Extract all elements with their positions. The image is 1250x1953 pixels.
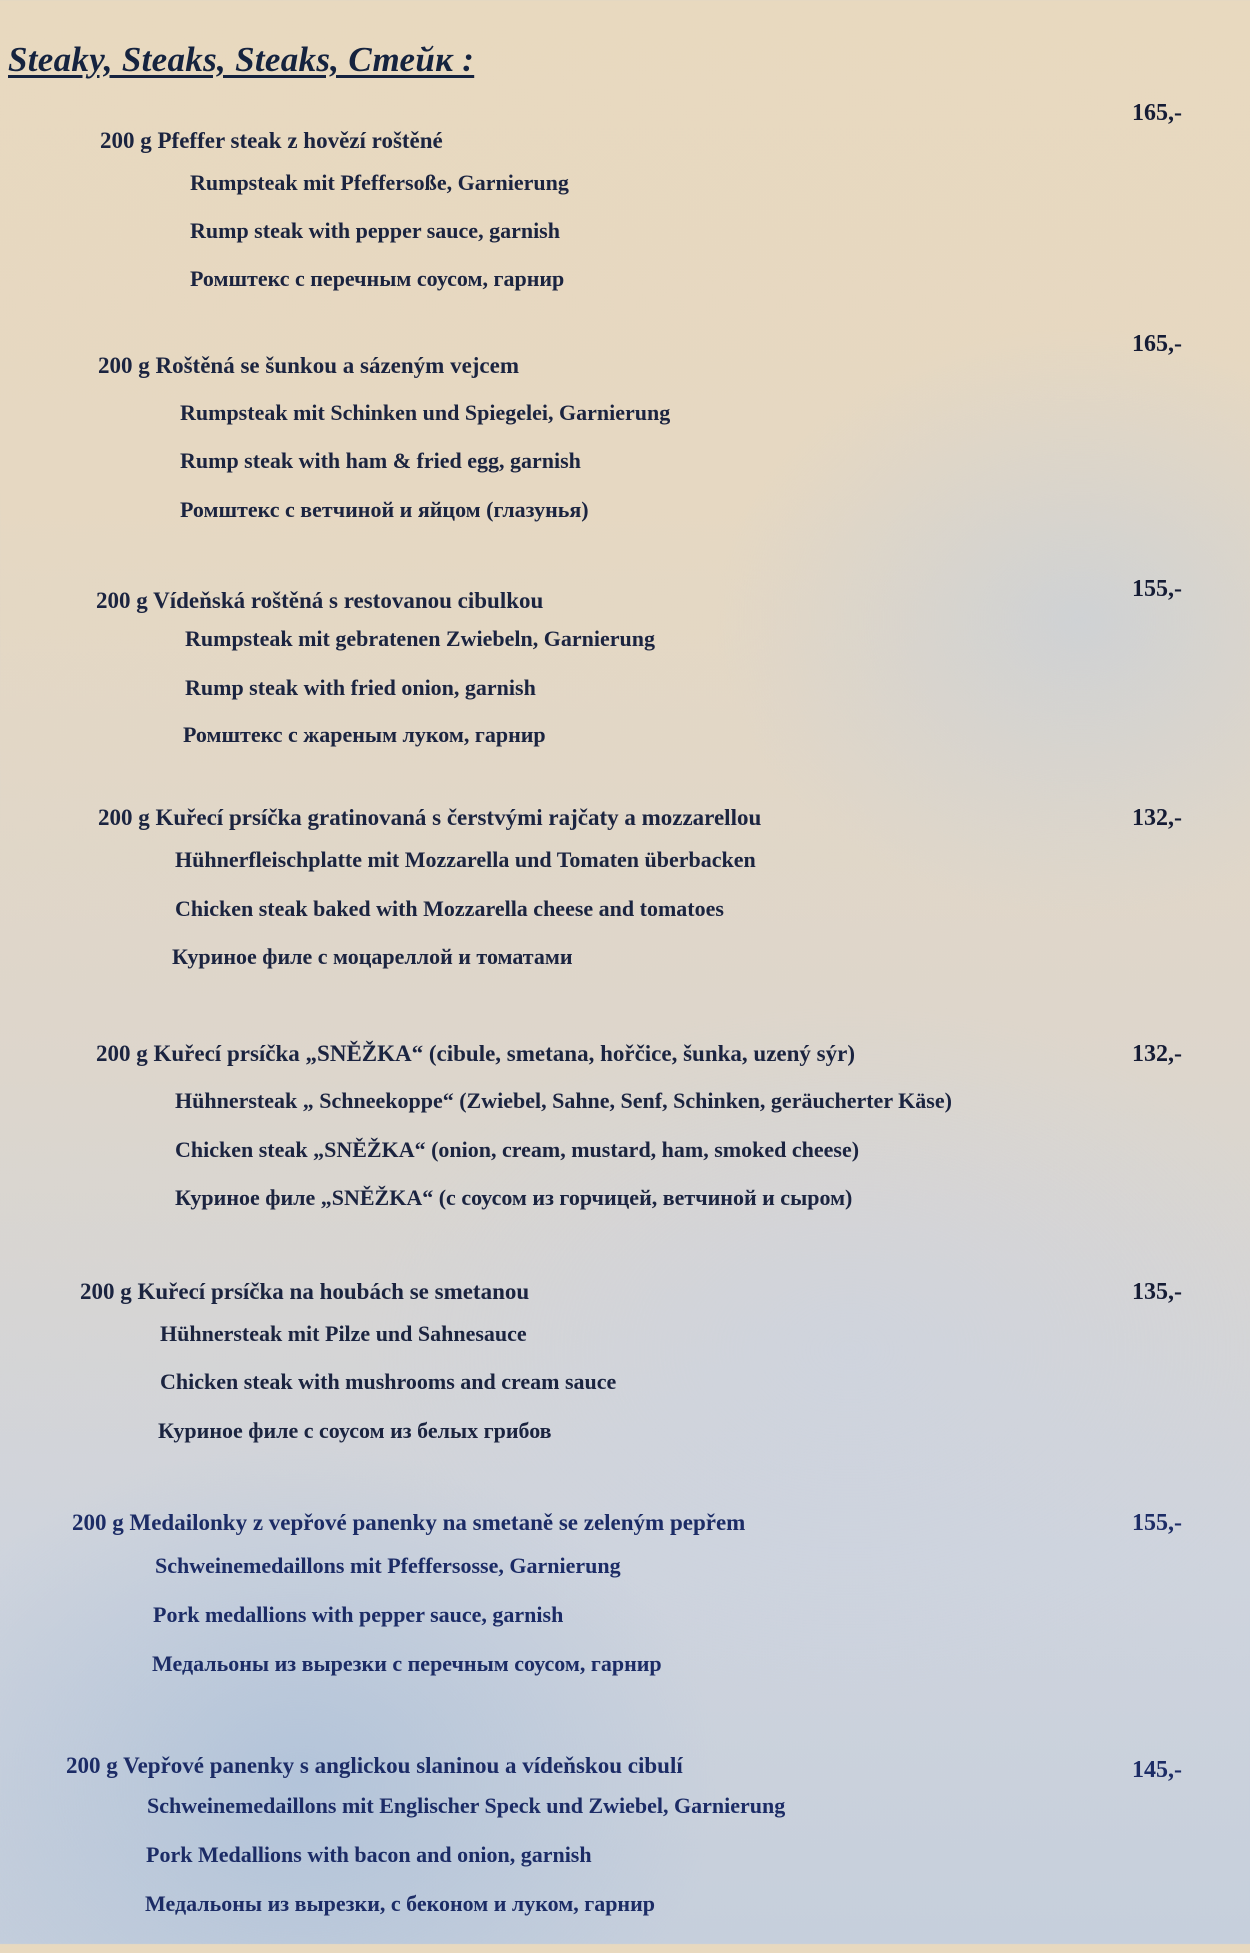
item-name-de: Rumpsteak mit gebratenen Zwiebeln, Garnierung (185, 626, 655, 651)
item-name-en: Chicken steak baked with Mozzarella cheese and tomatoes (175, 896, 724, 921)
item-name-en: Rump steak with fried onion, garnish (185, 675, 536, 700)
menu-section-title: Steaky, Steaks, Steaks, Стейк : (8, 40, 475, 79)
item-price: 165,- (1132, 331, 1182, 357)
item-price: 155,- (1132, 576, 1182, 602)
item-name-de: Rumpsteak mit Pfeffersoße, Garnierung (190, 170, 569, 195)
menu-item-2 (0, 331, 1250, 535)
item-name-en: Rump steak with ham & fried egg, garnish (180, 448, 581, 473)
item-name-de: Rumpsteak mit Schinken und Spiegelei, Garnierung (180, 400, 671, 425)
item-name-cs: 200 g Kuřecí prsíčka gratinovaná s čerstvými rajčaty a mozzarellou (98, 805, 762, 830)
item-name-en: Rump steak with pepper sauce, garnish (190, 218, 560, 243)
menu-item-6 (0, 1279, 1250, 1479)
item-name-de: Schweinemedaillons mit Pfeffersosse, Garnierung (155, 1553, 621, 1578)
menu-item-4 (0, 805, 1250, 1005)
item-name-cs: 200 g Pfeffer steak z hovězí roštěné (100, 128, 443, 153)
item-name-cs: 200 g Vídeňská roštěná s restovanou cibulkou (96, 588, 544, 613)
menu-item-5 (0, 1041, 1250, 1241)
item-name-ru: Ромштекс с ветчиной и яйцом (глазунья) (180, 497, 589, 522)
menu-item-3 (0, 574, 1250, 774)
item-name-ru: Ромштекс с жареным луком, гарнир (183, 722, 546, 747)
item-price: 132,- (1132, 1041, 1182, 1067)
item-name-de: Hühnerfleischplatte mit Mozzarella und Tomaten überbacken (175, 847, 756, 872)
item-name-cs: 200 g Kuřecí prsíčka na houbách se smetanou (80, 1279, 530, 1304)
item-price: 145,- (1132, 1757, 1182, 1783)
menu-item-8 (0, 1753, 1250, 1953)
item-name-de: Hühnersteak „ Schneekoppe“ (Zwiebel, Sahne, Senf, Schinken, geräucherter Käse) (175, 1088, 952, 1113)
item-name-cs: 200 g Vepřové panenky s anglickou slaninou a vídeňskou cibulí (66, 1753, 683, 1778)
item-name-de: Hühnersteak mit Pilze und Sahnesauce (160, 1321, 527, 1346)
item-price: 132,- (1132, 805, 1182, 831)
item-name-en: Pork Medallions with bacon and onion, garnish (146, 1842, 592, 1867)
item-name-ru: Куриное филе с соусом из белых грибов (158, 1418, 552, 1443)
item-name-ru: Ромштекс с перечным соусом, гарнир (190, 266, 565, 291)
item-name-en: Pork medallions with pepper sauce, garnish (153, 1602, 564, 1627)
item-name-ru: Медальоны из вырезки с перечным соусом, гарнир (152, 1651, 662, 1676)
item-name-en: Chicken steak „SNĚŽKA“ (onion, cream, mustard, ham, smoked cheese) (175, 1137, 860, 1162)
item-name-cs: 200 g Medailonky z vepřové panenky na smetaně se zeleným pepřem (72, 1510, 746, 1535)
item-name-ru: Медальоны из вырезки, с беконом и луком, гарнир (145, 1891, 656, 1916)
item-name-en: Chicken steak with mushrooms and cream sauce (160, 1369, 617, 1394)
item-name-ru: Куриное филе „SNĚŽKA“ (с соусом из горчицей, ветчиной и сыром) (175, 1185, 853, 1210)
item-name-cs: 200 g Roštěná se šunkou a sázeným vejcem (98, 353, 520, 378)
item-name-cs: 200 g Kuřecí prsíčka „SNĚŽKA“ (cibule, smetana, hořčice, šunka, uzený sýr) (96, 1041, 855, 1066)
item-price: 165,- (1132, 100, 1182, 126)
menu-item-7 (0, 1510, 1250, 1710)
item-name-ru: Куриное филе с моцареллой и томатами (172, 944, 573, 969)
item-price: 155,- (1132, 1510, 1182, 1536)
item-price: 135,- (1132, 1279, 1182, 1305)
item-name-de: Schweinemedaillons mit Englischer Speck und Zwiebel, Garnierung (147, 1793, 786, 1818)
menu-item-1 (0, 100, 1250, 300)
